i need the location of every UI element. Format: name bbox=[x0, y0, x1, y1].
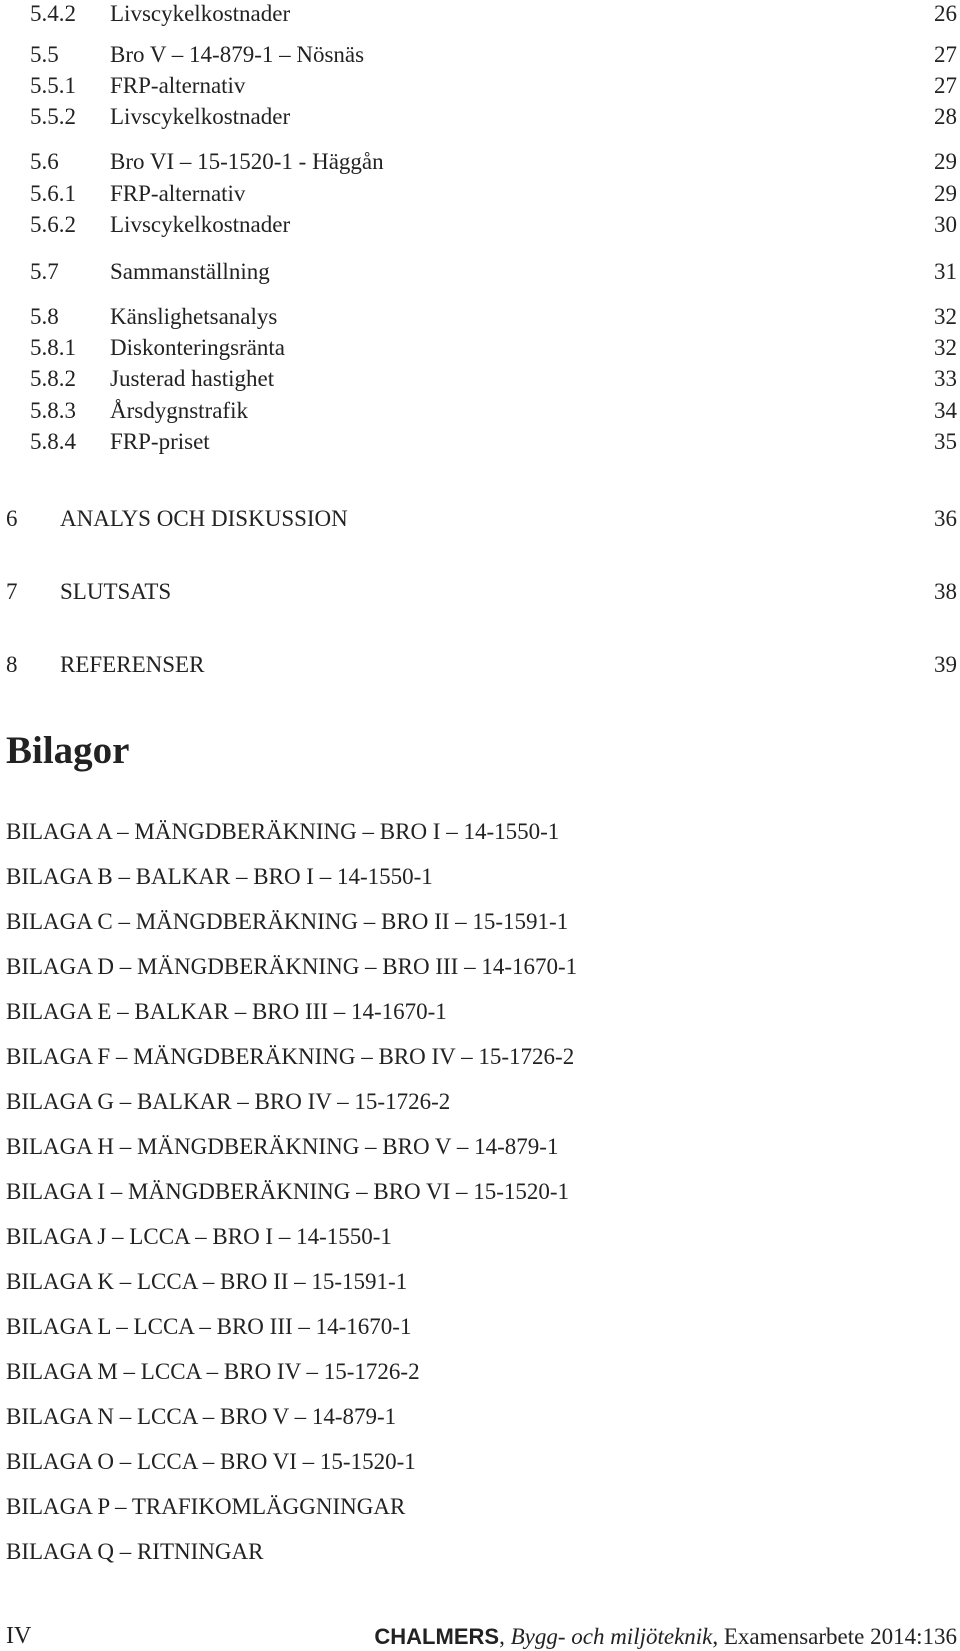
toc-entry-title: Diskonteringsränta bbox=[110, 335, 286, 360]
toc-entry-page: 39 bbox=[934, 652, 957, 677]
toc-entry-page: 32 bbox=[934, 335, 957, 360]
toc-entry-number: 5.6.1 bbox=[30, 181, 76, 206]
toc-entry-title: Sammanställning bbox=[110, 259, 270, 284]
toc-entry-page: 30 bbox=[934, 212, 957, 237]
toc-entry[interactable] bbox=[0, 302, 960, 332]
toc-entry-page: 26 bbox=[934, 1, 957, 26]
toc-entry-page: 31 bbox=[934, 259, 957, 284]
toc-entry-number: 5.8.4 bbox=[30, 429, 76, 454]
toc-entry[interactable] bbox=[0, 102, 960, 132]
toc-entry[interactable] bbox=[0, 364, 960, 394]
bilaga-item[interactable]: BILAGA J – LCCA – BRO I – 14-1550-1 bbox=[6, 1224, 392, 1249]
toc-entry[interactable] bbox=[0, 147, 960, 177]
bilaga-item[interactable]: BILAGA B – BALKAR – BRO I – 14-1550-1 bbox=[6, 864, 433, 889]
toc-entry-number: 7 bbox=[6, 579, 18, 604]
toc-entry-page: 32 bbox=[934, 304, 957, 329]
toc-entry-number: 5.5 bbox=[30, 42, 59, 67]
bilaga-item[interactable]: BILAGA P – TRAFIKOMLÄGGNINGAR bbox=[6, 1494, 406, 1519]
bilaga-item[interactable]: BILAGA N – LCCA – BRO V – 14-879-1 bbox=[6, 1404, 397, 1429]
toc-entry-title: Livscykelkostnader bbox=[110, 212, 291, 237]
footer-brand: CHALMERS bbox=[374, 1624, 500, 1649]
toc-entry-page: 33 bbox=[934, 366, 957, 391]
bilaga-item[interactable]: BILAGA F – MÄNGDBERÄKNING – BRO IV – 15-1726-2 bbox=[6, 1044, 575, 1069]
toc-entry-number: 5.4.2 bbox=[30, 1, 76, 26]
toc-entry-page: 29 bbox=[934, 149, 957, 174]
toc-entry-title: Livscykelkostnader bbox=[110, 104, 291, 129]
toc-entry-number: 5.8.2 bbox=[30, 366, 76, 391]
bilaga-item[interactable]: BILAGA M – LCCA – BRO IV – 15-1726-2 bbox=[6, 1359, 420, 1384]
toc-entry-title: SLUTSATS bbox=[60, 579, 172, 604]
toc-entry-page: 38 bbox=[934, 579, 957, 604]
toc-entry[interactable] bbox=[0, 650, 960, 680]
toc-entry-title: Årsdygnstrafik bbox=[110, 398, 248, 423]
bilaga-item[interactable]: BILAGA O – LCCA – BRO VI – 15-1520-1 bbox=[6, 1449, 416, 1474]
toc-entry-title: Justerad hastighet bbox=[110, 366, 275, 391]
bilaga-item[interactable]: BILAGA I – MÄNGDBERÄKNING – BRO VI – 15-1520-1 bbox=[6, 1179, 570, 1204]
toc-entry-title: FRP-priset bbox=[110, 429, 210, 454]
bilaga-item[interactable]: BILAGA Q – RITNINGAR bbox=[6, 1539, 264, 1564]
toc-entry[interactable] bbox=[0, 179, 960, 209]
toc-entry-title: ANALYS OCH DISKUSSION bbox=[60, 506, 348, 531]
bilaga-item[interactable]: BILAGA K – LCCA – BRO II – 15-1591-1 bbox=[6, 1269, 408, 1294]
toc-entry-title: Känslighetsanalys bbox=[110, 304, 278, 329]
toc-entry[interactable] bbox=[0, 40, 960, 70]
toc-entry[interactable] bbox=[0, 577, 960, 607]
toc-entry[interactable] bbox=[0, 0, 960, 29]
toc-entry-number: 6 bbox=[6, 506, 18, 531]
bilaga-item[interactable]: BILAGA G – BALKAR – BRO IV – 15-1726-2 bbox=[6, 1089, 451, 1114]
toc-entry-number: 5.6.2 bbox=[30, 212, 76, 237]
toc-entry-title: FRP-alternativ bbox=[110, 73, 246, 98]
toc-entry-title: Bro V – 14-879-1 – Nösnäs bbox=[110, 42, 365, 67]
toc-entry-page: 27 bbox=[934, 42, 957, 67]
footer-report: , Examensarbete 2014:136 bbox=[712, 1624, 957, 1649]
toc-entry-number: 5.8.1 bbox=[30, 335, 76, 360]
toc-entry-title: Bro VI – 15-1520-1 - Häggån bbox=[110, 149, 384, 174]
toc-entry[interactable] bbox=[0, 427, 960, 457]
toc-entry-title: FRP-alternativ bbox=[110, 181, 246, 206]
bilaga-item[interactable]: BILAGA L – LCCA – BRO III – 14-1670-1 bbox=[6, 1314, 412, 1339]
bilagor-heading: Bilagor bbox=[6, 729, 130, 772]
bilaga-item[interactable]: BILAGA A – MÄNGDBERÄKNING – BRO I – 14-1550-1 bbox=[6, 819, 560, 844]
toc-entry[interactable] bbox=[0, 257, 960, 287]
toc-entry-title: Livscykelkostnader bbox=[110, 1, 291, 26]
bilaga-item[interactable]: BILAGA H – MÄNGDBERÄKNING – BRO V – 14-879-1 bbox=[6, 1134, 559, 1159]
toc-entry-number: 5.8.3 bbox=[30, 398, 76, 423]
toc-entry[interactable] bbox=[0, 333, 960, 363]
toc-entry-page: 28 bbox=[934, 104, 957, 129]
toc-entry[interactable] bbox=[0, 210, 960, 240]
toc-entry[interactable] bbox=[0, 396, 960, 426]
toc-entry-title: REFERENSER bbox=[60, 652, 205, 677]
page-number: IV bbox=[6, 1623, 32, 1649]
toc-entry-page: 29 bbox=[934, 181, 957, 206]
toc-entry-number: 8 bbox=[6, 652, 18, 677]
toc-entry-page: 35 bbox=[934, 429, 957, 454]
page-footer bbox=[374, 1623, 957, 1651]
toc-entry-page: 36 bbox=[934, 506, 957, 531]
bilaga-item[interactable]: BILAGA C – MÄNGDBERÄKNING – BRO II – 15-1591-1 bbox=[6, 909, 569, 934]
bilaga-item[interactable]: BILAGA D – MÄNGDBERÄKNING – BRO III – 14-1670-1 bbox=[6, 954, 578, 979]
toc-entry-number: 5.5.2 bbox=[30, 104, 76, 129]
footer-department: Bygg- och miljöteknik bbox=[510, 1624, 713, 1649]
toc-entry-number: 5.5.1 bbox=[30, 73, 76, 98]
toc-entry-number: 5.7 bbox=[30, 259, 59, 284]
toc-entry[interactable] bbox=[0, 71, 960, 101]
toc-entry-number: 5.8 bbox=[30, 304, 59, 329]
toc-entry[interactable] bbox=[0, 504, 960, 534]
footer-separator: , bbox=[499, 1624, 511, 1649]
bilaga-item[interactable]: BILAGA E – BALKAR – BRO III – 14-1670-1 bbox=[6, 999, 447, 1024]
toc-entry-page: 34 bbox=[934, 398, 957, 423]
toc-entry-number: 5.6 bbox=[30, 149, 59, 174]
toc-entry-page: 27 bbox=[934, 73, 957, 98]
